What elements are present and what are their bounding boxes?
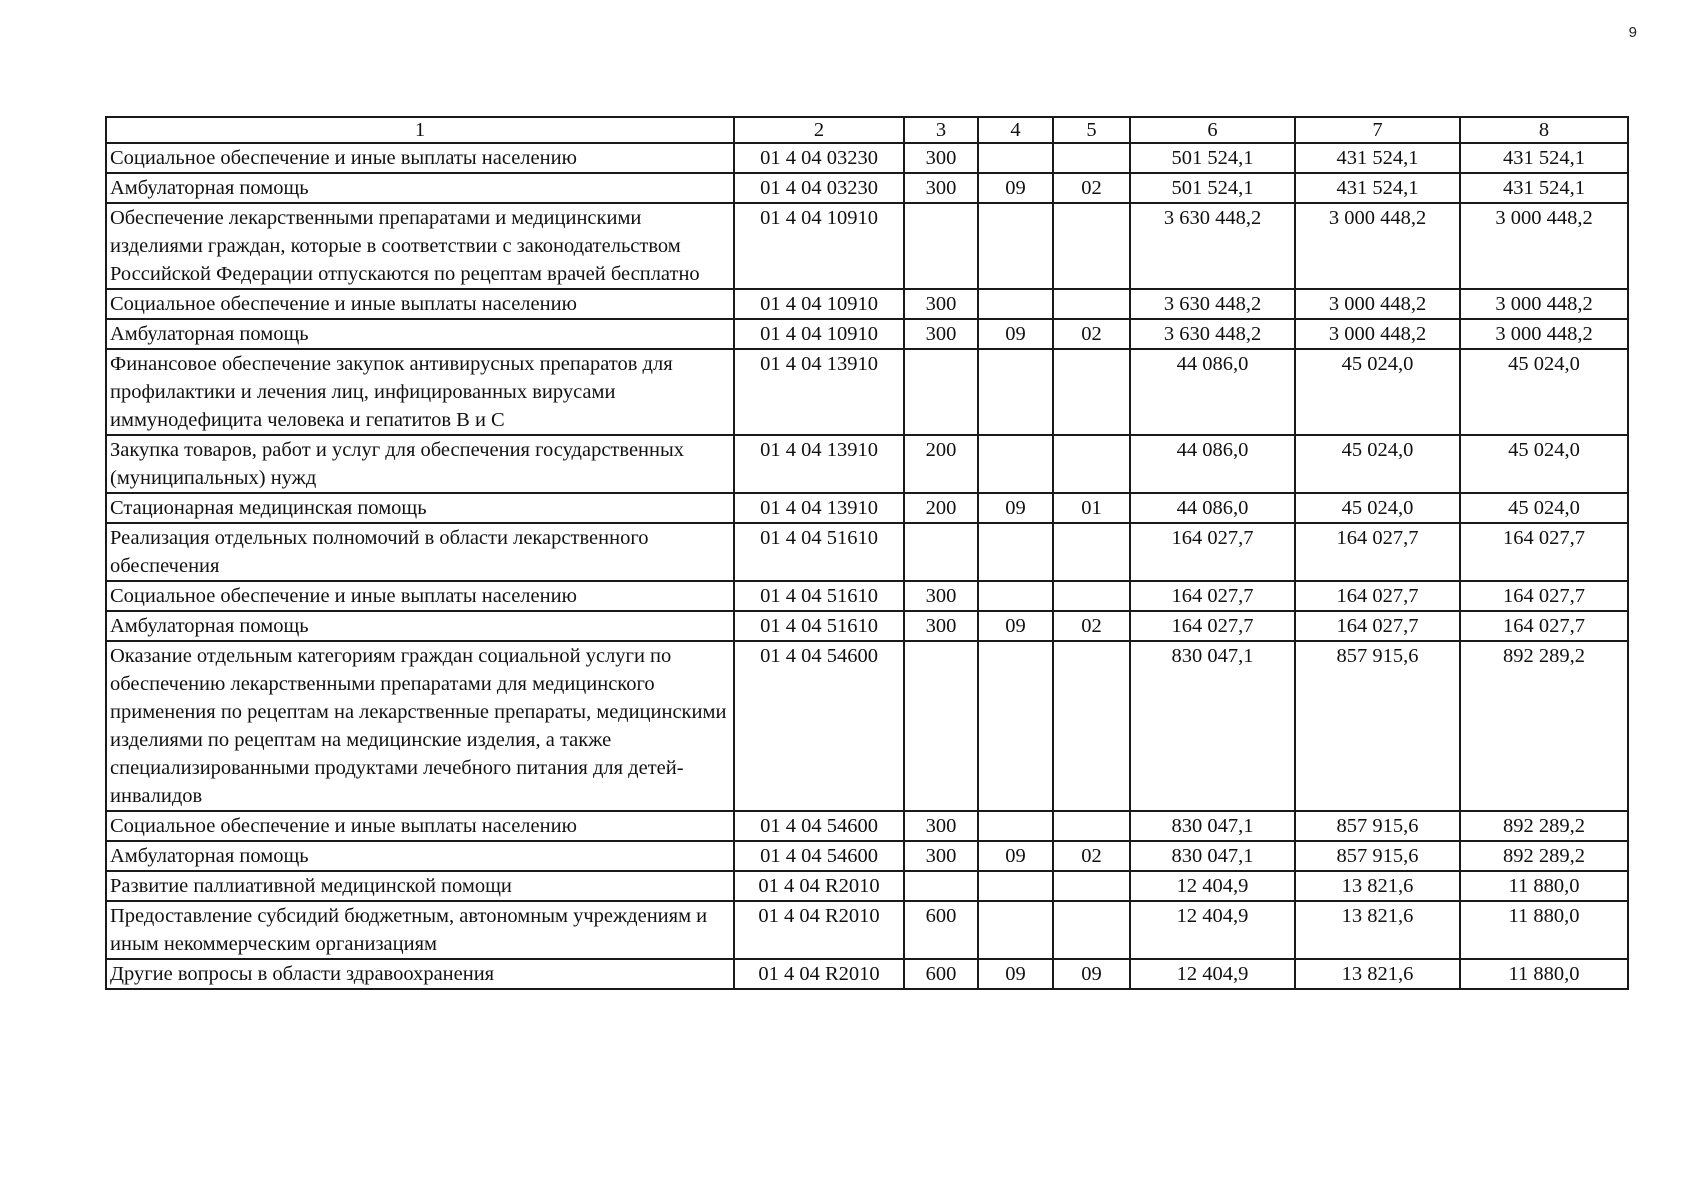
expense-type-cell: 300 [904,289,978,319]
subsection-cell [1053,811,1130,841]
header-cell: 5 [1053,117,1130,143]
target-code-cell: 01 4 04 10910 [734,203,904,289]
subsection-cell [1053,901,1130,959]
amount-col8-cell: 45 024,0 [1460,435,1628,493]
amount-col8-cell: 431 524,1 [1460,173,1628,203]
table-row [106,289,1628,319]
target-code-cell: 01 4 04 13910 [734,349,904,435]
table-row [106,435,1628,493]
expense-type-cell: 300 [904,143,978,173]
expense-type-cell [904,349,978,435]
target-code-cell: 01 4 04 54600 [734,641,904,811]
expense-type-cell [904,523,978,581]
row-name-cell: Реализация отдельных полномочий в области лекарственного обеспечения [106,523,734,581]
row-name-cell: Развитие паллиативной медицинской помощи [106,871,734,901]
amount-col6-cell: 164 027,7 [1130,581,1295,611]
section-cell [978,901,1053,959]
section-cell [978,203,1053,289]
header-cell: 6 [1130,117,1295,143]
amount-col8-cell: 892 289,2 [1460,641,1628,811]
amount-col6-cell: 3 630 448,2 [1130,319,1295,349]
section-cell [978,581,1053,611]
table-row [106,493,1628,523]
table-row [106,841,1628,871]
amount-col6-cell: 44 086,0 [1130,493,1295,523]
subsection-cell [1053,523,1130,581]
amount-col8-cell: 892 289,2 [1460,841,1628,871]
section-cell: 09 [978,319,1053,349]
subsection-cell: 02 [1053,841,1130,871]
table-row [106,811,1628,841]
subsection-cell [1053,349,1130,435]
amount-col7-cell: 13 821,6 [1295,901,1460,959]
expense-type-cell: 600 [904,901,978,959]
amount-col8-cell: 11 880,0 [1460,959,1628,989]
expense-type-cell: 300 [904,319,978,349]
table-row [106,349,1628,435]
amount-col7-cell: 3 000 448,2 [1295,203,1460,289]
amount-col7-cell: 13 821,6 [1295,871,1460,901]
amount-col7-cell: 857 915,6 [1295,641,1460,811]
section-cell [978,641,1053,811]
subsection-cell: 09 [1053,959,1130,989]
header-row [106,117,1628,143]
subsection-cell: 02 [1053,319,1130,349]
table-row [106,319,1628,349]
target-code-cell: 01 4 04 03230 [734,143,904,173]
expense-type-cell: 300 [904,841,978,871]
subsection-cell [1053,581,1130,611]
subsection-cell: 01 [1053,493,1130,523]
target-code-cell: 01 4 04 10910 [734,319,904,349]
table-row [106,203,1628,289]
amount-col6-cell: 12 404,9 [1130,901,1295,959]
budget-table [105,116,1629,990]
amount-col6-cell: 501 524,1 [1130,173,1295,203]
row-name-cell: Амбулаторная помощь [106,841,734,871]
amount-col6-cell: 44 086,0 [1130,435,1295,493]
amount-col7-cell: 857 915,6 [1295,811,1460,841]
table-row [106,901,1628,959]
amount-col7-cell: 431 524,1 [1295,143,1460,173]
subsection-cell [1053,203,1130,289]
amount-col6-cell: 830 047,1 [1130,841,1295,871]
table-row [106,523,1628,581]
amount-col8-cell: 3 000 448,2 [1460,203,1628,289]
amount-col7-cell: 3 000 448,2 [1295,319,1460,349]
target-code-cell: 01 4 04 R2010 [734,871,904,901]
row-name-cell: Стационарная медицинская помощь [106,493,734,523]
amount-col7-cell: 857 915,6 [1295,841,1460,871]
section-cell [978,871,1053,901]
expense-type-cell [904,203,978,289]
target-code-cell: 01 4 04 13910 [734,493,904,523]
table-row [106,173,1628,203]
section-cell: 09 [978,841,1053,871]
expense-type-cell: 300 [904,811,978,841]
expense-type-cell: 300 [904,581,978,611]
amount-col8-cell: 431 524,1 [1460,143,1628,173]
amount-col8-cell: 11 880,0 [1460,871,1628,901]
section-cell: 09 [978,173,1053,203]
subsection-cell [1053,435,1130,493]
amount-col7-cell: 45 024,0 [1295,493,1460,523]
subsection-cell [1053,871,1130,901]
amount-col7-cell: 164 027,7 [1295,523,1460,581]
section-cell [978,349,1053,435]
expense-type-cell [904,871,978,901]
subsection-cell: 02 [1053,611,1130,641]
target-code-cell: 01 4 04 13910 [734,435,904,493]
page-number: 9 [1628,24,1637,41]
section-cell [978,143,1053,173]
target-code-cell: 01 4 04 51610 [734,523,904,581]
row-name-cell: Амбулаторная помощь [106,319,734,349]
row-name-cell: Социальное обеспечение и иные выплаты населению [106,289,734,319]
expense-type-cell: 300 [904,173,978,203]
row-name-cell: Закупка товаров, работ и услуг для обеспечения государственных (муниципальных) нужд [106,435,734,493]
amount-col7-cell: 3 000 448,2 [1295,289,1460,319]
section-cell [978,435,1053,493]
expense-type-cell: 200 [904,493,978,523]
row-name-cell: Обеспечение лекарственными препаратами и медицинскими изделиями граждан, которые в соответствии с законодательством Российской Федерации отпускаются по рецептам врачей бесплатно [106,203,734,289]
target-code-cell: 01 4 04 54600 [734,811,904,841]
amount-col8-cell: 45 024,0 [1460,349,1628,435]
amount-col6-cell: 3 630 448,2 [1130,203,1295,289]
amount-col6-cell: 164 027,7 [1130,523,1295,581]
table-row [106,959,1628,989]
subsection-cell [1053,641,1130,811]
amount-col8-cell: 11 880,0 [1460,901,1628,959]
row-name-cell: Социальное обеспечение и иные выплаты населению [106,811,734,841]
target-code-cell: 01 4 04 03230 [734,173,904,203]
table-body [106,143,1628,989]
amount-col8-cell: 164 027,7 [1460,581,1628,611]
row-name-cell: Другие вопросы в области здравоохранения [106,959,734,989]
header-cell: 3 [904,117,978,143]
target-code-cell: 01 4 04 R2010 [734,959,904,989]
expense-type-cell: 200 [904,435,978,493]
amount-col6-cell: 830 047,1 [1130,811,1295,841]
row-name-cell: Социальное обеспечение и иные выплаты населению [106,143,734,173]
amount-col8-cell: 164 027,7 [1460,611,1628,641]
table-header [106,117,1628,143]
row-name-cell: Финансовое обеспечение закупок антивирусных препаратов для профилактики и лечения лиц, инфицированных вирусами иммунодефицита человека и гепатитов В и С [106,349,734,435]
table-row [106,143,1628,173]
amount-col8-cell: 892 289,2 [1460,811,1628,841]
amount-col6-cell: 830 047,1 [1130,641,1295,811]
subsection-cell [1053,289,1130,319]
section-cell [978,523,1053,581]
target-code-cell: 01 4 04 51610 [734,581,904,611]
section-cell: 09 [978,611,1053,641]
amount-col6-cell: 44 086,0 [1130,349,1295,435]
row-name-cell: Амбулаторная помощь [106,611,734,641]
amount-col7-cell: 13 821,6 [1295,959,1460,989]
table-row [106,871,1628,901]
amount-col6-cell: 12 404,9 [1130,871,1295,901]
target-code-cell: 01 4 04 51610 [734,611,904,641]
subsection-cell [1053,143,1130,173]
header-cell: 7 [1295,117,1460,143]
section-cell: 09 [978,959,1053,989]
subsection-cell: 02 [1053,173,1130,203]
amount-col7-cell: 431 524,1 [1295,173,1460,203]
amount-col7-cell: 45 024,0 [1295,349,1460,435]
amount-col7-cell: 164 027,7 [1295,581,1460,611]
amount-col8-cell: 3 000 448,2 [1460,289,1628,319]
section-cell [978,289,1053,319]
expense-type-cell: 600 [904,959,978,989]
target-code-cell: 01 4 04 54600 [734,841,904,871]
amount-col7-cell: 164 027,7 [1295,611,1460,641]
target-code-cell: 01 4 04 10910 [734,289,904,319]
row-name-cell: Предоставление субсидий бюджетным, автономным учреждениям и иным некоммерческим организациям [106,901,734,959]
amount-col6-cell: 3 630 448,2 [1130,289,1295,319]
amount-col8-cell: 164 027,7 [1460,523,1628,581]
row-name-cell: Оказание отдельным категориям граждан социальной услуги по обеспечению лекарственными препаратами для медицинского применения по рецептам на лекарственные препараты, медицинскими изделиями по рецептам на медицинские изделия, а также специализированными продуктами лечебного питания для детей-инвалидов [106,641,734,811]
header-cell: 4 [978,117,1053,143]
amount-col6-cell: 12 404,9 [1130,959,1295,989]
section-cell: 09 [978,493,1053,523]
table-row [106,611,1628,641]
header-cell: 2 [734,117,904,143]
amount-col8-cell: 3 000 448,2 [1460,319,1628,349]
row-name-cell: Амбулаторная помощь [106,173,734,203]
table-row [106,641,1628,811]
section-cell [978,811,1053,841]
amount-col8-cell: 45 024,0 [1460,493,1628,523]
row-name-cell: Социальное обеспечение и иные выплаты населению [106,581,734,611]
target-code-cell: 01 4 04 R2010 [734,901,904,959]
header-cell: 1 [106,117,734,143]
table-row [106,581,1628,611]
amount-col6-cell: 164 027,7 [1130,611,1295,641]
amount-col7-cell: 45 024,0 [1295,435,1460,493]
header-cell: 8 [1460,117,1628,143]
expense-type-cell [904,641,978,811]
expense-type-cell: 300 [904,611,978,641]
amount-col6-cell: 501 524,1 [1130,143,1295,173]
